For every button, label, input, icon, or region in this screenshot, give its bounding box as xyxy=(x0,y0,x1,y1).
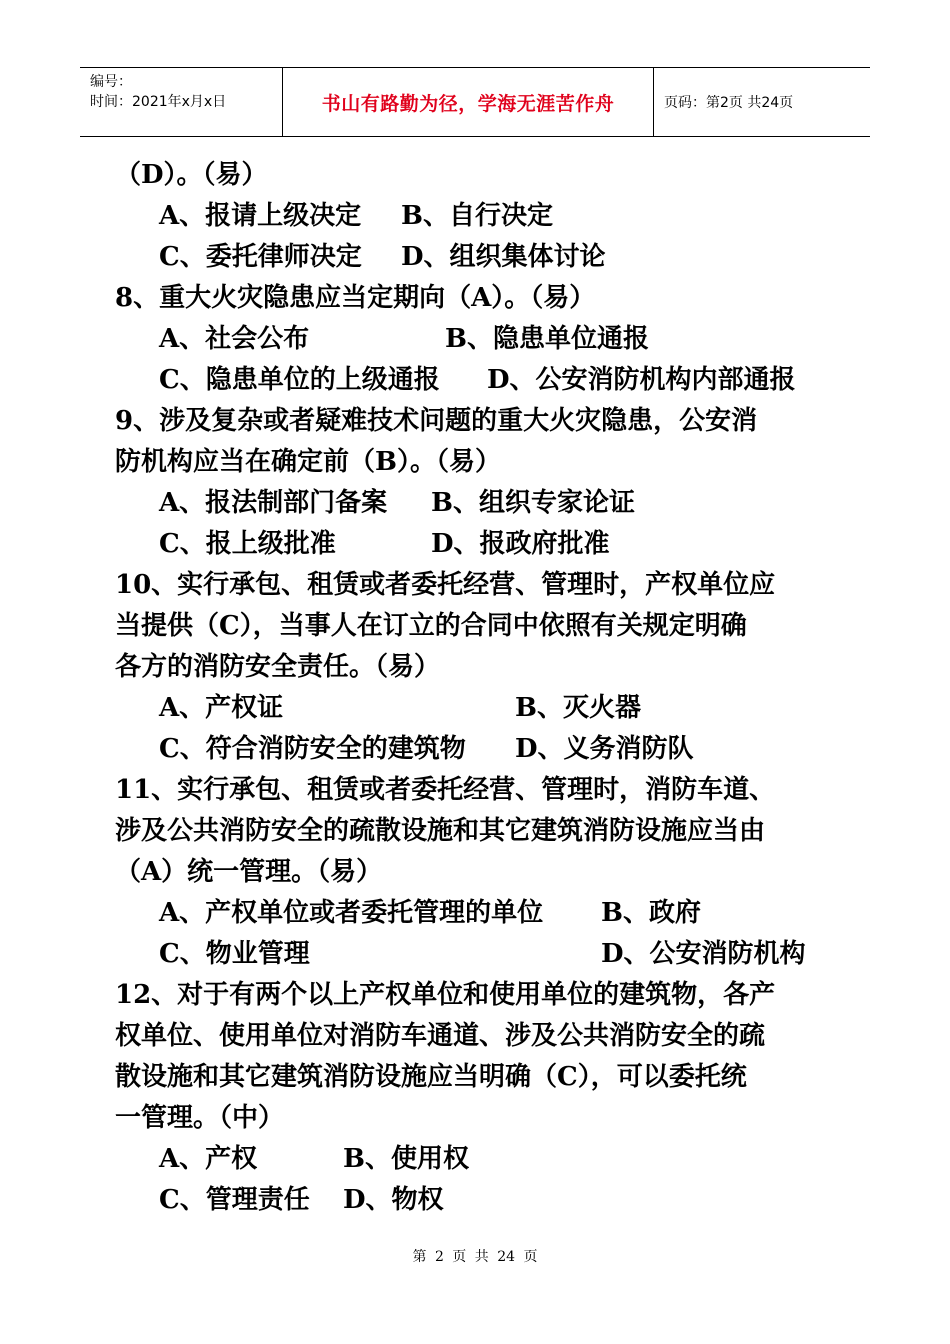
option-b: B、灭火器 xyxy=(515,693,641,723)
option-b: B、使用权 xyxy=(343,1144,469,1174)
question-9-line-2: 防机构应当在确定前（B）。（易） xyxy=(115,447,501,477)
header-page-info: 页码：第2页 共24页 xyxy=(664,95,794,111)
question-11-line-3: （A）统一管理。（易） xyxy=(115,857,383,887)
date-label: 时间：2021年x月x日 xyxy=(90,94,227,110)
option-a: A、产权证 xyxy=(159,693,284,723)
option-d: D、报政府批准 xyxy=(431,529,610,559)
option-row xyxy=(115,319,840,360)
serial-label: 编号： xyxy=(90,74,132,90)
option-row xyxy=(115,196,840,237)
option-row xyxy=(115,729,840,770)
option-d: D、公安消防机构 xyxy=(601,939,806,969)
question-10-line-1: 10、实行承包、租赁或者委托经营、管理时，产权单位应 xyxy=(115,570,776,600)
option-b: B、组织专家论证 xyxy=(431,488,635,518)
option-row xyxy=(115,483,840,524)
option-row xyxy=(115,934,840,975)
option-b: B、政府 xyxy=(601,898,701,928)
question-12-line-1: 12、对于有两个以上产权单位和使用单位的建筑物，各产 xyxy=(115,980,776,1010)
option-c: C、物业管理 xyxy=(159,939,310,969)
question-10-line-2: 当提供（C），当事人在订立的合同中依照有关规定明确 xyxy=(115,611,747,641)
header-motto: 书山有路勤为径，学海无涯苦作舟 xyxy=(282,68,654,136)
option-d: D、物权 xyxy=(343,1185,444,1215)
option-a: A、报法制部门备案 xyxy=(159,488,388,518)
question-12-line-4: 一管理。（中） xyxy=(115,1103,285,1133)
question-11-line-2: 涉及公共消防安全的疏散设施和其它建筑消防设施应当由 xyxy=(115,816,766,846)
option-c: C、报上级批准 xyxy=(159,529,336,559)
question-8: 8、重大火灾隐患应当定期向（A）。（易） xyxy=(115,283,596,313)
question-12-line-2: 权单位、使用单位对消防车通道、涉及公共消防安全的疏 xyxy=(115,1021,766,1051)
option-d: D、组织集体讨论 xyxy=(401,242,606,272)
option-row xyxy=(115,237,840,278)
document-body xyxy=(115,155,840,1221)
option-row xyxy=(115,1139,840,1180)
option-a: A、产权单位或者委托管理的单位 xyxy=(159,898,544,928)
option-b: B、隐患单位通报 xyxy=(445,324,649,354)
question-12-line-3: 散设施和其它建筑消防设施应当明确（C），可以委托统 xyxy=(115,1062,747,1092)
option-d: D、公安消防机构内部通报 xyxy=(487,365,796,395)
option-c: C、隐患单位的上级通报 xyxy=(159,365,440,395)
option-c: C、管理责任 xyxy=(159,1185,310,1215)
option-a: A、社会公布 xyxy=(159,324,310,354)
option-row xyxy=(115,524,840,565)
page-footer: 第 2 页 共 24 页 xyxy=(412,1249,538,1265)
question-10-line-3: 各方的消防安全责任。（易） xyxy=(115,652,441,682)
option-row xyxy=(115,360,840,401)
question-9-line-1: 9、涉及复杂或者疑难技术问题的重大火灾隐患，公安消 xyxy=(115,406,758,436)
option-row xyxy=(115,893,840,934)
option-row xyxy=(115,688,840,729)
option-row xyxy=(115,1180,840,1221)
question-11-line-1: 11、实行承包、租赁或者委托经营、管理时，消防车道、 xyxy=(115,775,776,805)
page-header xyxy=(80,67,870,137)
option-a: A、产权 xyxy=(159,1144,258,1174)
option-c: C、符合消防安全的建筑物 xyxy=(159,734,466,764)
question-tail: （D）。（易） xyxy=(115,160,268,190)
option-d: D、义务消防队 xyxy=(515,734,694,764)
option-a: A、报请上级决定 xyxy=(159,201,362,231)
option-c: C、委托律师决定 xyxy=(159,242,362,272)
option-b: B、自行决定 xyxy=(401,201,553,231)
header-meta xyxy=(80,68,282,136)
